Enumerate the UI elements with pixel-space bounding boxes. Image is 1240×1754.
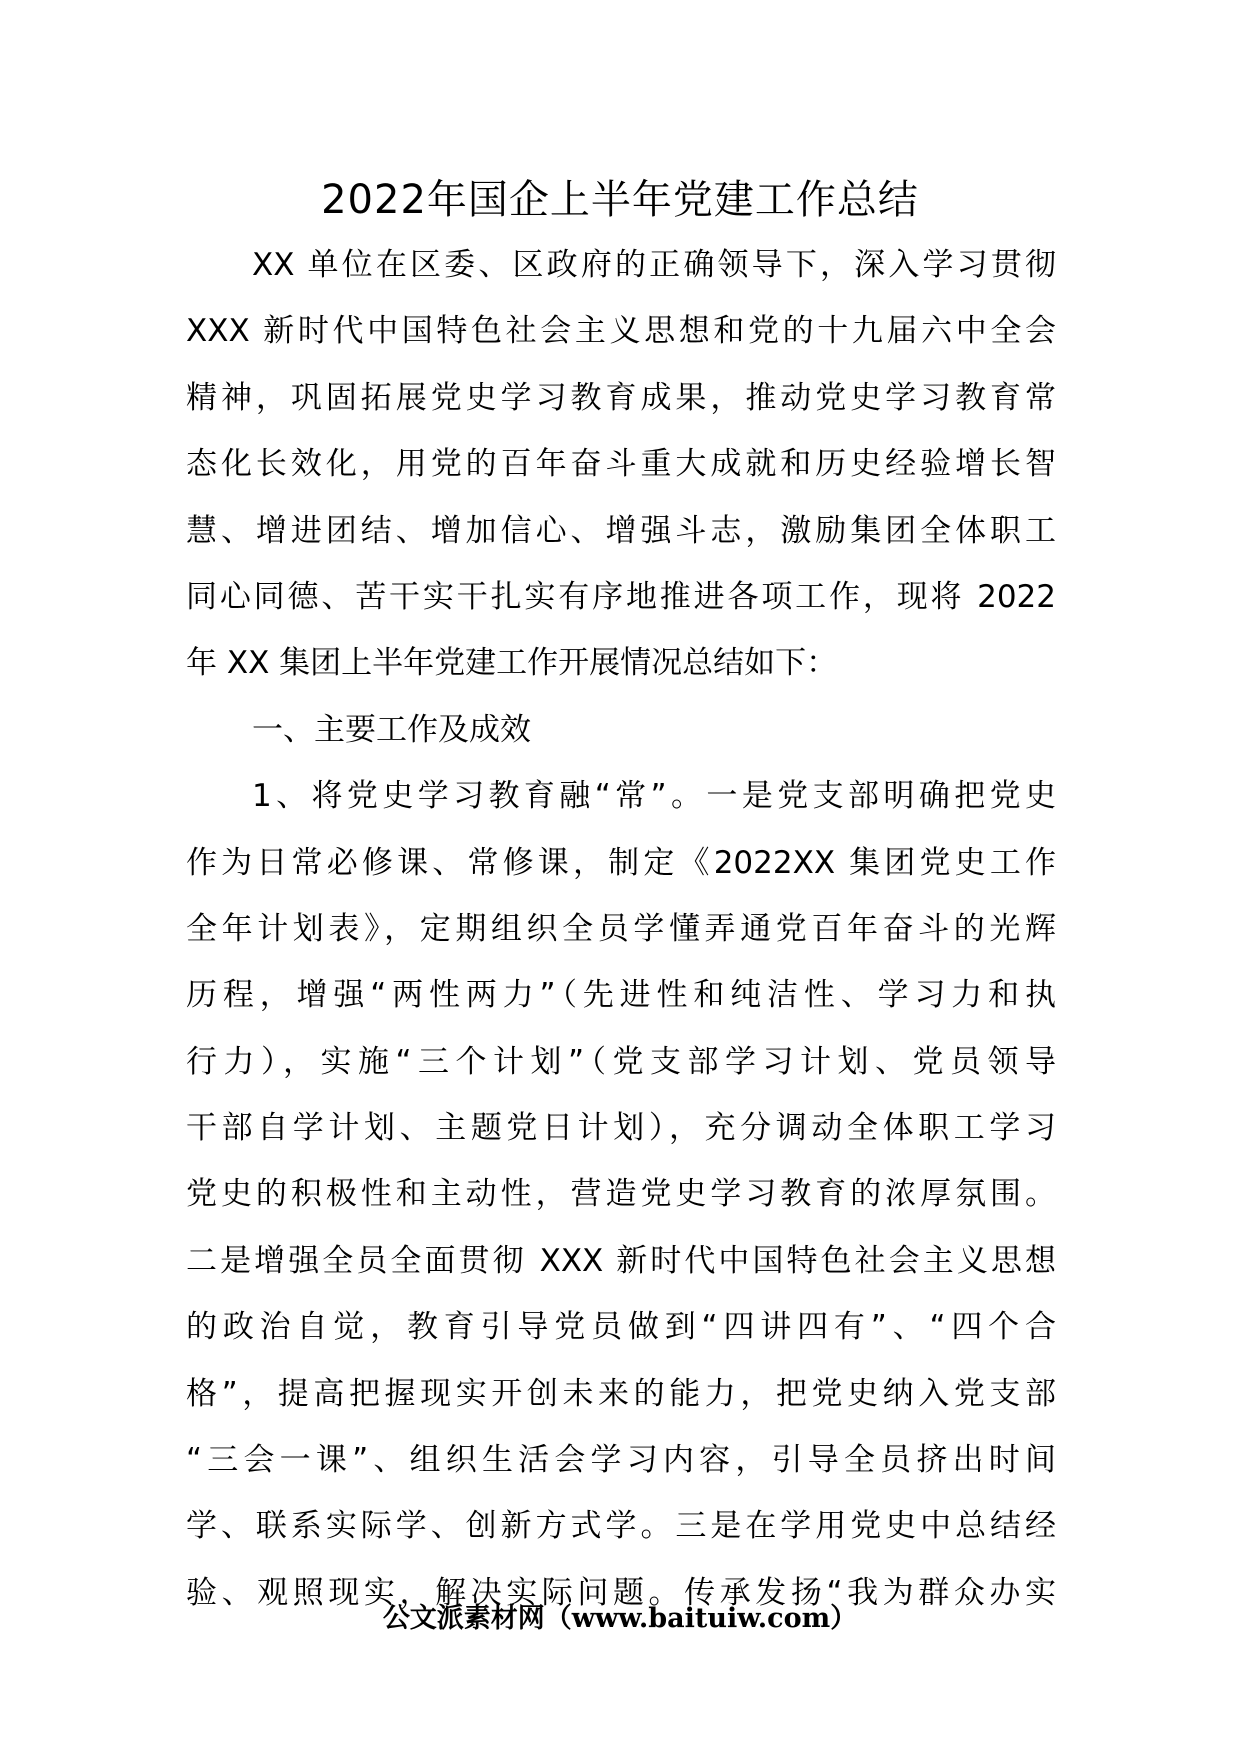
paragraph-line: 全年计划表》，定期组织全员学懂弄通党百年奋斗的光辉 (186, 910, 1056, 947)
document-body (186, 232, 1056, 1626)
document-title: 2022年国企上半年党建工作总结 (321, 177, 919, 223)
paragraph-line: 态化长效化，用党的百年奋斗重大成就和历史经验增长智 (186, 446, 1056, 483)
paragraph-line: 党史的积极性和主动性，营造党史学习教育的浓厚氛围。 (186, 1176, 1056, 1213)
paragraph-line: 精神，巩固拓展党史学习教育成果，推动党史学习教育常 (186, 379, 1056, 416)
paragraph-line: 学、联系实际学、创新方式学。三是在学用党史中总结经 (186, 1508, 1056, 1545)
paragraph-line: 验、观照现实，解决实际问题。传承发扬“我为群众办实 (186, 1574, 1056, 1611)
section-heading: 一、主要工作及成效 (252, 711, 531, 748)
paragraph-line: 格”，提高把握现实开创未来的能力，把党史纳入党支部 (186, 1375, 1056, 1412)
paragraph-line: 同心同德、苦干实干扎实有序地推进各项工作，现将 2022 (186, 578, 1056, 615)
paragraph-line: 作为日常必修课、常修课，制定《2022XX 集团党史工作 (186, 844, 1056, 881)
paragraph-line: 年 XX 集团上半年党建工作开展情况总结如下： (186, 645, 838, 682)
paragraph-line: 行力），实施“三个计划”（党支部学习计划、党员领导 (186, 1043, 1056, 1080)
paragraph-line: 慧、增进团结、增加信心、增强斗志，激励集团全体职工 (186, 512, 1056, 549)
paragraph-line: 干部自学计划、主题党日计划），充分调动全体职工学习 (186, 1110, 1056, 1147)
paragraph-line: XX 单位在区委、区政府的正确领导下，深入学习贯彻 (252, 247, 1056, 283)
paragraph-line: 的政治自觉，教育引导党员做到“四讲四有”、“四个合 (186, 1309, 1056, 1346)
paragraph-line: 历程，增强“两性两力”（先进性和纯洁性、学习力和执 (186, 977, 1056, 1014)
paragraph-line: 二是增强全员全面贯彻 XXX 新时代中国特色社会主义思想 (186, 1242, 1056, 1279)
footer-source: 公文派素材网（www.baituiw.com） (382, 1603, 858, 1634)
paragraph-line: “三会一课”、组织生活会学习内容，引导全员挤出时间 (186, 1442, 1056, 1479)
paragraph-line: 1、将党史学习教育融“常”。一是党支部明确把党史 (252, 778, 1056, 815)
paragraph-line: XXX 新时代中国特色社会主义思想和党的十九届六中全会 (186, 313, 1056, 350)
